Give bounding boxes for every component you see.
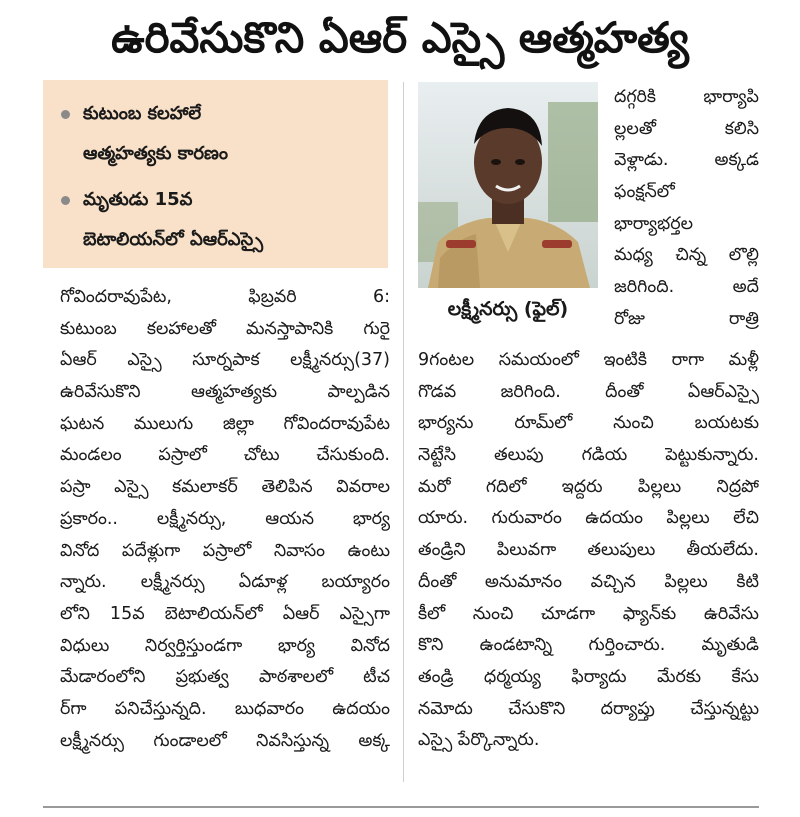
article-line: కీలో నుంచి చూడగా ఫ్యాన్‌కు ఉరివేసు [418,603,759,624]
article-line: విధులు నిర్వర్తిస్తుండగా భార్య వినోద [60,635,390,656]
article-line: ప్రకారం.. లక్ష్మీనర్సు, ఆయన భార్య [60,508,390,529]
article-line: లోని 15వ బెటాలియన్‌లో ఏఆర్ ఎస్సైగా [60,603,390,624]
bottom-rule [43,806,759,808]
article-line: యారు. గురువారం ఉదయం పిల్లలు లేచి [418,508,759,529]
highlights-box [43,80,388,268]
article-line: మధ్య చిన్న లొల్లి [614,245,759,266]
article-line: ర్‌గా పనిచేస్తున్నది. బుధవారం ఉదయం [60,698,390,719]
highlight-item [59,94,376,174]
article-line: తండ్రి ధర్మయ్య ఫిర్యాదు మేరకు కేసు [418,666,759,687]
headline: ఉరివేసుకొని ఏఆర్ ఎస్సై ఆత్మహత్య [111,13,689,62]
article-column-right-top [614,82,759,336]
article-line: న్నారు. లక్ష్మీనర్సు ఏడూళ్ల బయ్యారం [60,572,390,593]
article-line: ఎస్సై పేర్కొన్నారు. [418,730,540,751]
portrait-photo [418,82,598,288]
highlight-line: కుటుంబ కలహాలే [83,103,202,124]
article-line: ల్లలతో కలిసి [614,118,759,139]
article-column-right-bottom [418,345,759,757]
article-line: కుటుంబ కలహాలతో మనస్తాపానికి గురై [60,318,390,339]
photo-caption: లక్ష్మీనర్సు (ఫైల్) [447,298,569,320]
highlight-line: ఆత్మహత్యకు కారణం [83,143,229,164]
article-line: ఘటన ములుగు జిల్లా గోవిందరావుపేట [60,413,390,434]
article-line: భార్యను రూమ్‌లో నుంచి బయటకు [418,413,759,434]
portrait-illustration [418,82,598,288]
bullet-icon [61,110,70,119]
highlight-item [59,180,376,260]
article-line: మరో గదిలో ఇద్దరు పిల్లలు నిద్రపో [418,476,759,497]
article-line: పస్రా ఎస్సై కమలాకర్ తెలిపిన వివరాల [60,477,390,498]
article-line: గోవిందరావుపేట, ఫిబ్రవరి 6: [60,287,390,307]
article-line: లక్ష్మీనర్సు గుండాలలో నివసిస్తున్న అక్క [60,730,390,751]
article-line: జరిగింది. అదే [614,277,759,298]
article-line: దీంతో అనుమానం వచ్చిన పిల్లలు కిటి [418,571,759,592]
article-line: భార్యాభర్తల [614,213,694,234]
article-column-left [60,282,390,757]
article-line: నెట్టేసి తలుపు గడియ పెట్టుకున్నారు. [418,445,759,466]
bullet-icon [61,196,70,205]
article-line: మండలం పస్రాలో చోటు చేసుకుంది. [60,445,390,466]
article-line: 9గంటల సమయంలో ఇంటికి రాగా మళ్లీ [418,350,759,370]
highlight-line: బెటాలియన్‌లో ఏఆర్ఎస్సై [83,229,264,250]
article-line: దగ్గరికి భార్యాపి [614,87,759,107]
article-line: వినోద పదేళ్లుగా పస్రాలో నివాసం ఉంటు [60,540,390,561]
column-divider [403,82,404,782]
article-line: ఫంక్షన్‌లో [614,182,675,203]
highlight-line: మృతుడు 15వ [83,189,193,210]
article-line: వెళ్లాడు. అక్కడ [614,150,759,171]
article-line: నమోదు చేసుకొని దర్యాప్తు చేస్తున్నట్టు [418,698,759,719]
article-line: గొడవ జరిగింది. దీంతో ఏఆర్ఎస్సై [418,381,759,402]
article-line: రోజు రాత్రి [614,308,759,329]
article-line: ఏఆర్ ఎస్సై సూర్నపాక లక్ష్మీనర్సు(37) [60,350,390,371]
article-line: కొని ఉండటాన్ని గుర్తించారు. మృతుడి [418,635,759,656]
article-line: మేడారంలోని ప్రభుత్వ పాఠశాలలో టీచ [60,667,390,688]
article-line: ఉరివేసుకొని ఆత్మహత్యకు పాల్పడిన [60,382,390,403]
article-line: తండ్రిని పిలువగా తలుపులు తీయలేదు. [418,540,759,561]
